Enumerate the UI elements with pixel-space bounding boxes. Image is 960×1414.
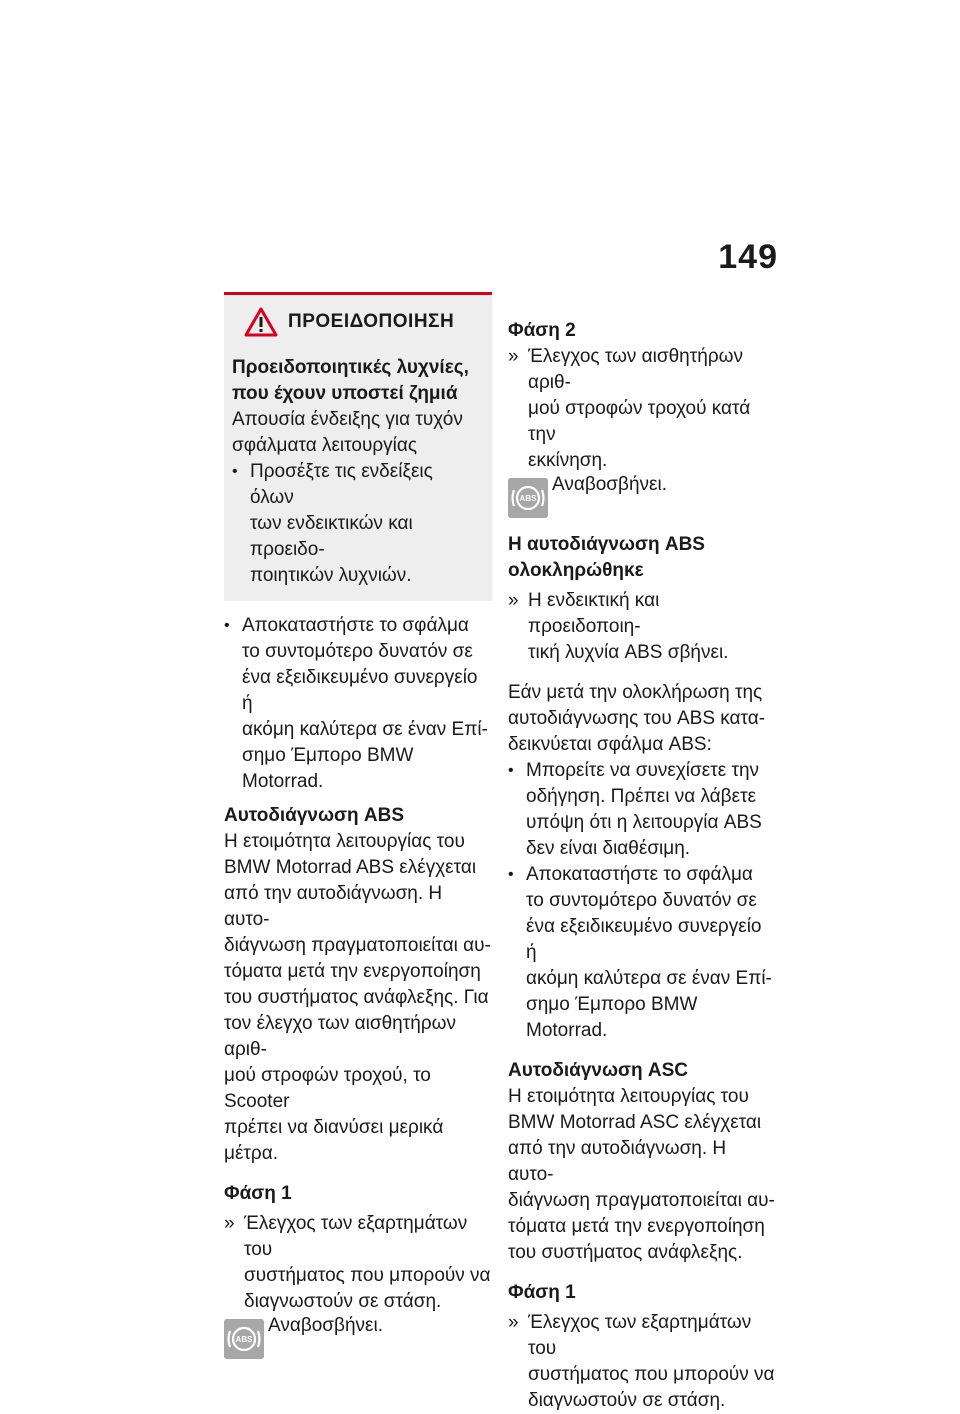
bullet-marker: •: [508, 866, 514, 883]
section-heading-abs-selfdiag: Αυτοδιάγνωση ABS: [224, 805, 404, 826]
bullet-line: ένα εξειδικευμένο συνεργείο ή: [526, 916, 762, 963]
paragraph-line: από την αυτοδιάγνωση. Η αυτο-: [224, 883, 443, 930]
bullet-line: υπόψη ότι η λειτουργία ABS: [526, 812, 762, 833]
abs-warning-light-icon: [224, 1319, 264, 1359]
warning-bullet-line: των ενδεικτικών και προειδο-: [250, 513, 413, 560]
abs-warning-light-icon: [508, 478, 548, 518]
abs-light-row: [508, 474, 776, 524]
paragraph-line: του συστήματος ανάφλεξης.: [508, 1242, 743, 1263]
paragraph-line: BMW Motorrad ASC ελέγχεται: [508, 1112, 762, 1133]
phase-1-step: [508, 1310, 776, 1414]
bullet-marker: •: [508, 762, 514, 779]
paragraph-line: αυτοδιάγνωσης του ABS κατα-: [508, 708, 766, 729]
paragraph-line: από την αυτοδιάγνωση. Η αυτο-: [508, 1138, 727, 1185]
step-line: εκκίνηση.: [528, 450, 608, 471]
paragraph-line: δεικνύεται σφάλμα ABS:: [508, 734, 712, 755]
paragraph-line: διάγνωση πραγματοποιείται αυ-: [224, 935, 491, 956]
step-line: συστήματος που μπορούν να: [528, 1364, 775, 1385]
repair-bullet-line: Αποκαταστήστε το σφάλμα: [242, 615, 469, 636]
warning-subtitle-line: Προειδοποιητικές λυχνίες,: [232, 357, 469, 378]
paragraph-line: Εάν μετά την ολοκλήρωση της: [508, 682, 763, 703]
warning-subtitle-line: που έχουν υποστεί ζημιά: [232, 383, 458, 404]
warning-box: [224, 292, 492, 601]
warning-header: [244, 307, 480, 337]
step-marker: »: [508, 1312, 519, 1333]
paragraph-line: Η ετοιμότητα λειτουργίας του: [224, 831, 465, 852]
right-column: [508, 318, 776, 1414]
page-number: 149: [718, 238, 778, 276]
bullet-line: ακόμη καλύτερα σε έναν Επί-: [526, 968, 772, 989]
abs-light-status: Αναβοσβήνει.: [552, 474, 668, 495]
warning-title: ΠΡΟΕΙΔΟΠΟΙΗΣΗ: [288, 311, 455, 332]
step-marker: »: [508, 590, 519, 611]
repair-bullet: [224, 613, 492, 795]
left-column: [224, 292, 492, 1365]
repair-bullet-line: σημο Έμπορο BMW Motorrad.: [242, 745, 414, 792]
bullet-line: οδήγηση. Πρέπει να λάβετε: [526, 786, 757, 807]
phase-1-step: [224, 1211, 492, 1315]
step-line: διαγνωστούν σε στάση.: [528, 1390, 726, 1411]
warning-bullet-line: Προσέξτε τις ενδείξεις όλων: [250, 461, 433, 508]
abs-icon-label: ABS: [519, 494, 537, 503]
section-heading-abs-complete: ολοκληρώθηκε: [508, 560, 644, 581]
paragraph-line: διάγνωση πραγματοποιείται αυ-: [508, 1190, 775, 1211]
bullet-line: το συντομότερο δυνατόν σε: [526, 890, 757, 911]
section-heading-abs-complete: Η αυτοδιάγνωση ABS: [508, 534, 705, 555]
repair-bullet-line: το συντομότερο δυνατόν σε: [242, 641, 473, 662]
continue-bullet: [508, 758, 776, 862]
warning-bullet: [232, 459, 480, 589]
paragraph-line: πρέπει να διανύσει μερικά μέτρα.: [224, 1117, 444, 1164]
step-line: Έλεγχος των εξαρτημάτων του: [244, 1213, 468, 1260]
paragraph-line: BMW Motorrad ABS ελέγχεται: [224, 857, 477, 878]
abs-light-status: Αναβοσβήνει.: [268, 1315, 384, 1336]
abs-light-row: [224, 1315, 492, 1365]
phase-2-step: [508, 344, 776, 474]
bullet-line: Μπορείτε να συνεχίσετε την: [526, 760, 760, 781]
paragraph-line: του συστήματος ανάφλεξης. Για: [224, 987, 489, 1008]
bullet-line: δεν είναι διαθέσιμη.: [526, 838, 691, 859]
repair-bullet-line: ακόμη καλύτερα σε έναν Επί-: [242, 719, 488, 740]
bullet-marker: •: [232, 463, 238, 480]
bullet-line: Αποκαταστήστε το σφάλμα: [526, 864, 753, 885]
abs-icon-label: ABS: [235, 1335, 253, 1344]
abs-complete-step: [508, 588, 776, 666]
step-line: μού στροφών τροχού κατά την: [528, 398, 751, 445]
phase-1-heading: Φάση 1: [508, 1282, 576, 1303]
phase-1-heading: Φάση 1: [224, 1183, 292, 1204]
warning-body-line: Απουσία ένδειξης για τυχόν: [232, 409, 463, 430]
step-line: Έλεγχος των αισθητήρων αριθ-: [528, 346, 743, 393]
paragraph-line: μού στροφών τροχού, το Scooter: [224, 1065, 431, 1112]
step-line: συστήματος που μπορούν να: [244, 1265, 491, 1286]
paragraph-line: τον έλεγχο των αισθητήρων αριθ-: [224, 1013, 456, 1060]
paragraph-line: Η ετοιμότητα λειτουργίας του: [508, 1086, 749, 1107]
step-marker: »: [224, 1213, 235, 1234]
step-line: Η ενδεικτική και προειδοποιη-: [528, 590, 660, 637]
phase-2-heading: Φάση 2: [508, 320, 576, 341]
warning-triangle-icon: [244, 307, 278, 337]
paragraph-line: τόματα μετά την ενεργοποίηση: [508, 1216, 765, 1237]
section-heading-asc-selfdiag: Αυτοδιάγνωση ASC: [508, 1060, 688, 1081]
paragraph-line: τόματα μετά την ενεργοποίηση: [224, 961, 481, 982]
repair-bullet: [508, 862, 776, 1044]
bullet-marker: •: [224, 617, 230, 634]
warning-bullet-line: ποιητικών λυχνιών.: [250, 565, 412, 586]
bullet-line: σημο Έμπορο BMW Motorrad.: [526, 994, 698, 1041]
step-marker: »: [508, 346, 519, 367]
step-line: τική λυχνία ABS σβήνει.: [528, 642, 729, 663]
step-line: διαγνωστούν σε στάση.: [244, 1291, 442, 1312]
step-line: Έλεγχος των εξαρτημάτων του: [528, 1312, 752, 1359]
warning-body-line: σφάλματα λειτουργίας: [232, 435, 418, 456]
repair-bullet-line: ένα εξειδικευμένο συνεργείο ή: [242, 667, 478, 714]
